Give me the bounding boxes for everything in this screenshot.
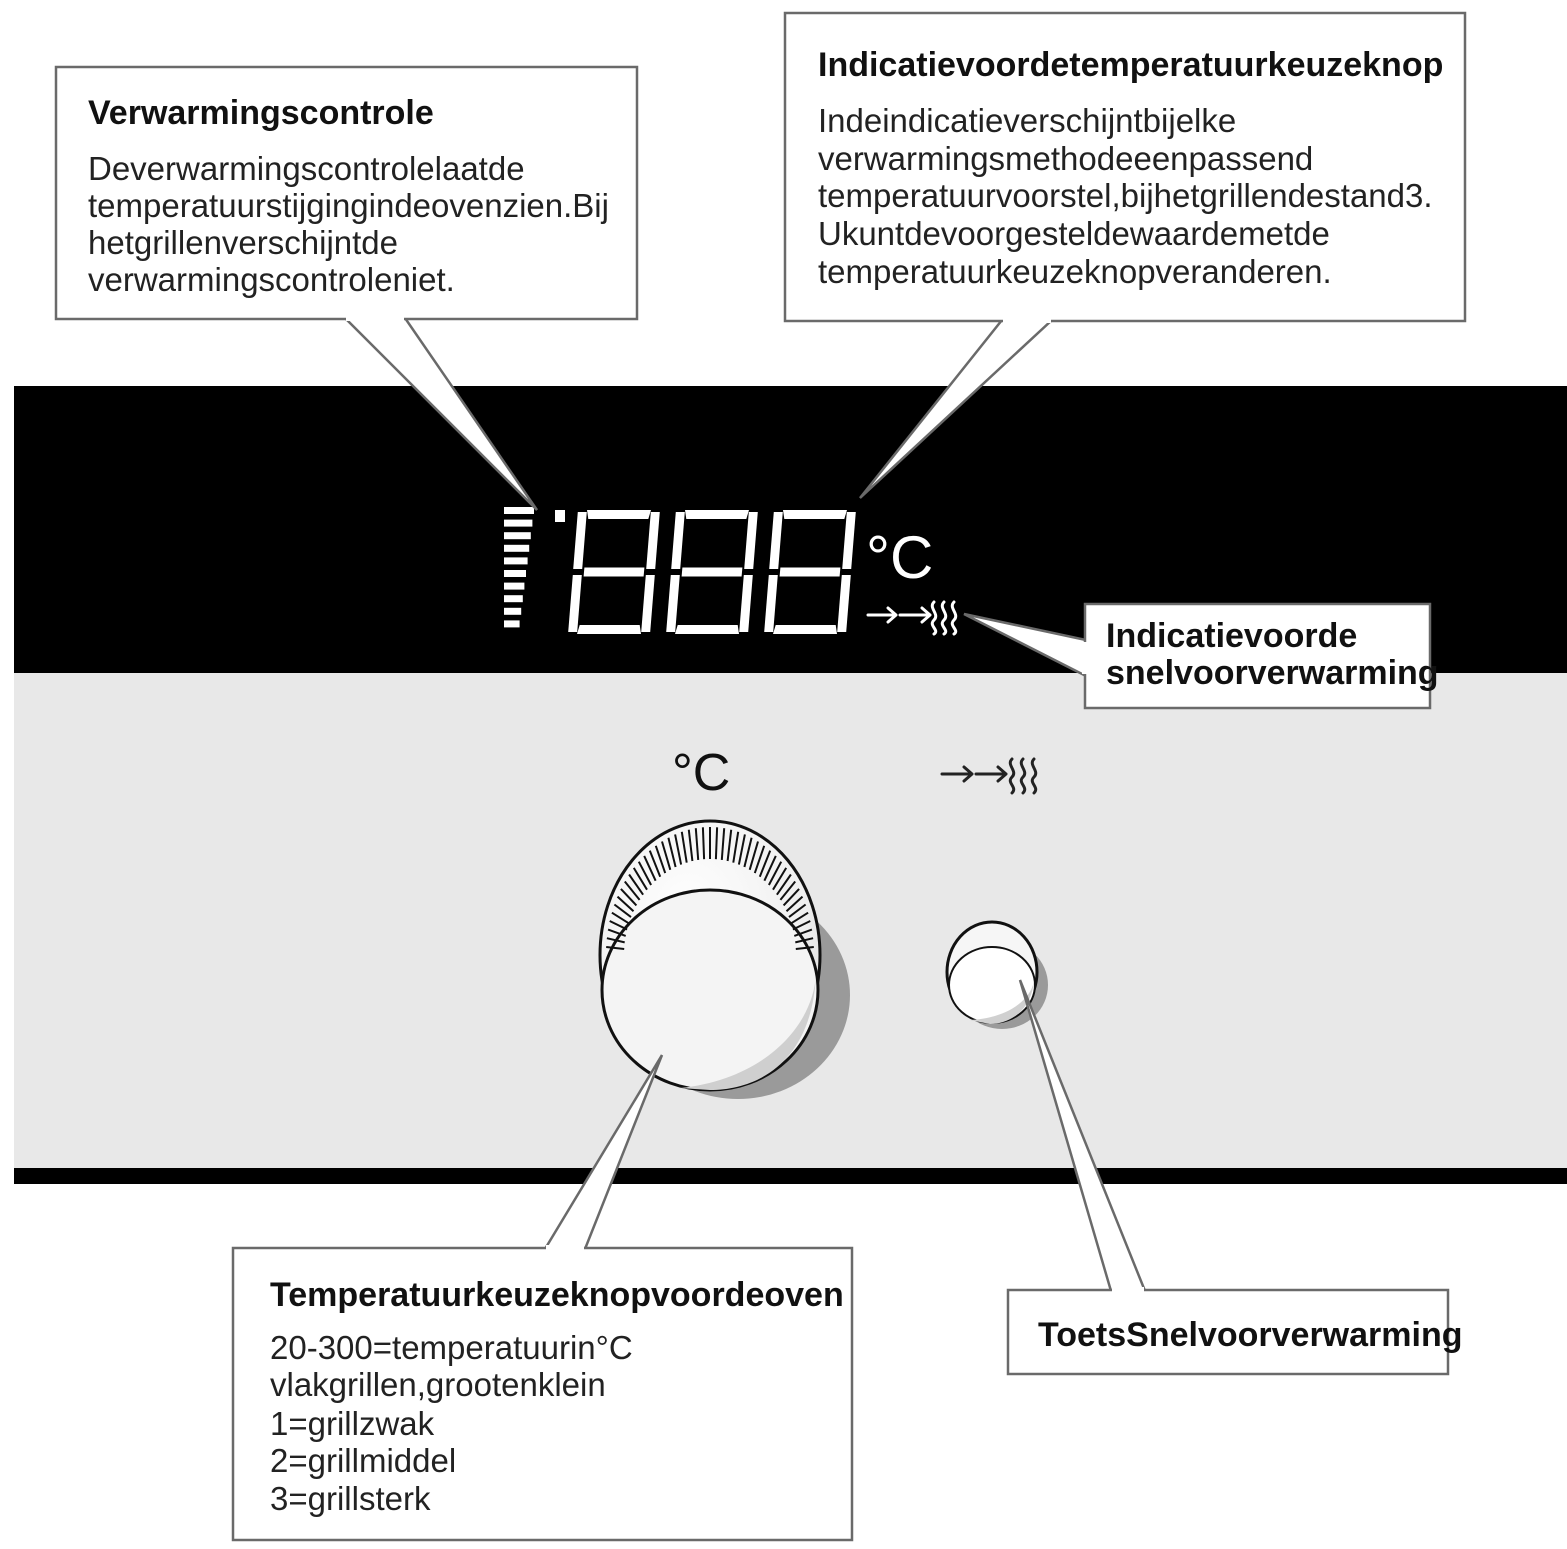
rapid-preheat-button-title: ToetsSnelvoorverwarming bbox=[1038, 1316, 1463, 1354]
panel-bottom-edge bbox=[14, 1168, 1567, 1184]
temperature-indicator-line: temperatuurvoorstel,bijhetgrillendestand3. bbox=[818, 177, 1433, 214]
temperature-indicator-line: temperatuurkeuzeknopveranderen. bbox=[818, 253, 1332, 290]
heat-bar-segment bbox=[504, 595, 523, 602]
display-unit: °C bbox=[866, 524, 934, 591]
rapid-preheat-indicator-line: Indicatievoorde bbox=[1106, 617, 1358, 655]
knob-face bbox=[602, 890, 818, 1090]
temperature-knob-title: Temperatuurkeuzeknopvoordeoven bbox=[270, 1276, 844, 1314]
display-dot bbox=[555, 510, 565, 522]
heat-bar-segment bbox=[504, 557, 528, 564]
heating-control-line: verwarmingscontroleniet. bbox=[88, 261, 455, 298]
heat-bar-segment bbox=[504, 532, 531, 539]
temperature-knob-line: vlakgrillen,grootenklein bbox=[270, 1366, 606, 1403]
temperature-indicator-line: Indeindicatieverschijntbijelke bbox=[818, 102, 1237, 139]
temperature-knob-line: 1=grillzwak bbox=[270, 1405, 435, 1442]
heat-bar-segment bbox=[504, 545, 529, 552]
heat-bar-segment bbox=[504, 608, 521, 615]
temperature-knob-line: 20-300=temperatuurin°C bbox=[270, 1329, 633, 1366]
knob-label: °C bbox=[672, 744, 731, 802]
digit-segment bbox=[685, 510, 749, 519]
digit-segment bbox=[584, 568, 645, 577]
digit-segment bbox=[773, 625, 837, 634]
digit-segment bbox=[587, 510, 651, 519]
digit-segment bbox=[577, 625, 641, 634]
temperature-knob-line: 3=grillsterk bbox=[270, 1480, 431, 1517]
heat-bar-segment bbox=[504, 583, 524, 590]
rapid-preheat-indicator-line: snelvoorverwarming bbox=[1106, 654, 1439, 692]
heat-bar-segment bbox=[504, 620, 520, 627]
heating-control-line: hetgrillenverschijntde bbox=[88, 224, 399, 261]
digit-segment bbox=[682, 568, 743, 577]
heating-control-line: temperatuurstijgingindeovenzien.Bij bbox=[88, 187, 609, 224]
knob-ridge bbox=[716, 827, 717, 859]
heating-control-line: Deverwarmingscontrolelaatde bbox=[88, 150, 525, 187]
knob-ridge bbox=[703, 827, 704, 859]
heat-bar-segment bbox=[504, 570, 526, 577]
temperature-indicator-line: verwarmingsmethodeeenpassend bbox=[818, 140, 1314, 177]
heat-bar-segment bbox=[504, 520, 532, 527]
temperature-indicator-title: Indicatievoordetemperatuurkeuzeknop bbox=[818, 46, 1444, 84]
digit-segment bbox=[675, 625, 739, 634]
digit-segment bbox=[780, 568, 841, 577]
temperature-knob-line: 2=grillmiddel bbox=[270, 1442, 457, 1479]
digit-segment bbox=[783, 510, 847, 519]
heat-bar-segment bbox=[504, 507, 534, 514]
temperature-indicator-line: Ukuntdevoorgesteldewaardemetde bbox=[818, 215, 1330, 252]
heating-control-title: Verwarmingscontrole bbox=[88, 94, 434, 132]
